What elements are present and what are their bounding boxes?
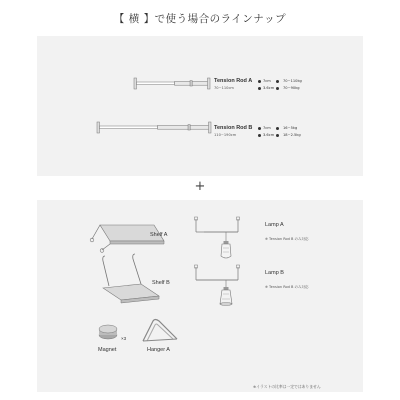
magnet-quantity: ×3	[121, 336, 127, 341]
magnet-illustration	[97, 323, 119, 341]
lamp-a-title: Lamp A	[265, 222, 284, 228]
rod-a-spec-load: 70~90kg	[283, 86, 300, 90]
plus-sign: +	[194, 179, 206, 194]
bullet-icon	[258, 80, 261, 83]
rod-b-spec-row	[258, 126, 301, 130]
rod-b-spec-load: 16~5kg	[283, 126, 298, 130]
rod-b-name-block	[214, 125, 252, 137]
bullet-icon	[276, 80, 279, 83]
shelf-b-label: Shelf B	[152, 280, 170, 286]
lamp-a-illustration	[190, 216, 250, 262]
rod-a-spec-diameter: 3.6cm	[263, 86, 275, 90]
hanger-a-label: Hanger A	[147, 347, 170, 353]
accessories-panel	[37, 200, 363, 392]
lamp-a-note: ※ Tension Rod B のみ対応	[265, 237, 309, 241]
illustration-ratio-footnote: ※イラストの比率は一定ではありません	[253, 384, 321, 389]
shelf-a-label: Shelf A	[150, 232, 168, 238]
bullet-icon	[258, 127, 261, 130]
lamp-b-note: ※ Tension Rod B のみ対応	[265, 285, 309, 289]
rod-a-name-block	[214, 78, 252, 90]
lamp-b-illustration	[190, 264, 250, 314]
rod-a-spec-row	[258, 86, 302, 90]
lamp-b-title: Lamp B	[265, 270, 284, 276]
bullet-icon	[258, 134, 261, 137]
rod-a-name: Tension Rod A	[214, 78, 253, 84]
tension-rod-panel	[37, 36, 363, 176]
page-heading: 【 横 】で使う場合のラインナップ	[113, 13, 287, 25]
rod-b-spec-diameter: 3.6cm	[263, 133, 275, 137]
rod-b-spec-diameter: 7cm	[263, 126, 271, 130]
rod-a-size: 70~110cm	[214, 86, 234, 90]
rod-a-spec-row	[258, 79, 302, 83]
rod-b-name: Tension Rod B	[214, 125, 253, 131]
rod-b-specs	[258, 126, 301, 137]
tension-rod-a-illustration	[133, 73, 211, 93]
bullet-icon	[276, 134, 279, 137]
rod-a-spec-diameter: 7cm	[263, 79, 271, 83]
rod-a-spec-load: 70~110kg	[283, 79, 302, 83]
rod-a-specs	[258, 79, 302, 90]
hanger-a-illustration	[139, 315, 181, 345]
bullet-icon	[276, 87, 279, 90]
rod-b-size: 110~190cm	[214, 133, 237, 137]
bullet-icon	[258, 87, 261, 90]
rod-b-spec-row	[258, 133, 301, 137]
tension-rod-b-illustration	[96, 117, 212, 137]
rod-b-spec-load: 18~2.5kg	[283, 133, 301, 137]
magnet-label: Magnet	[98, 347, 117, 353]
bullet-icon	[276, 127, 279, 130]
